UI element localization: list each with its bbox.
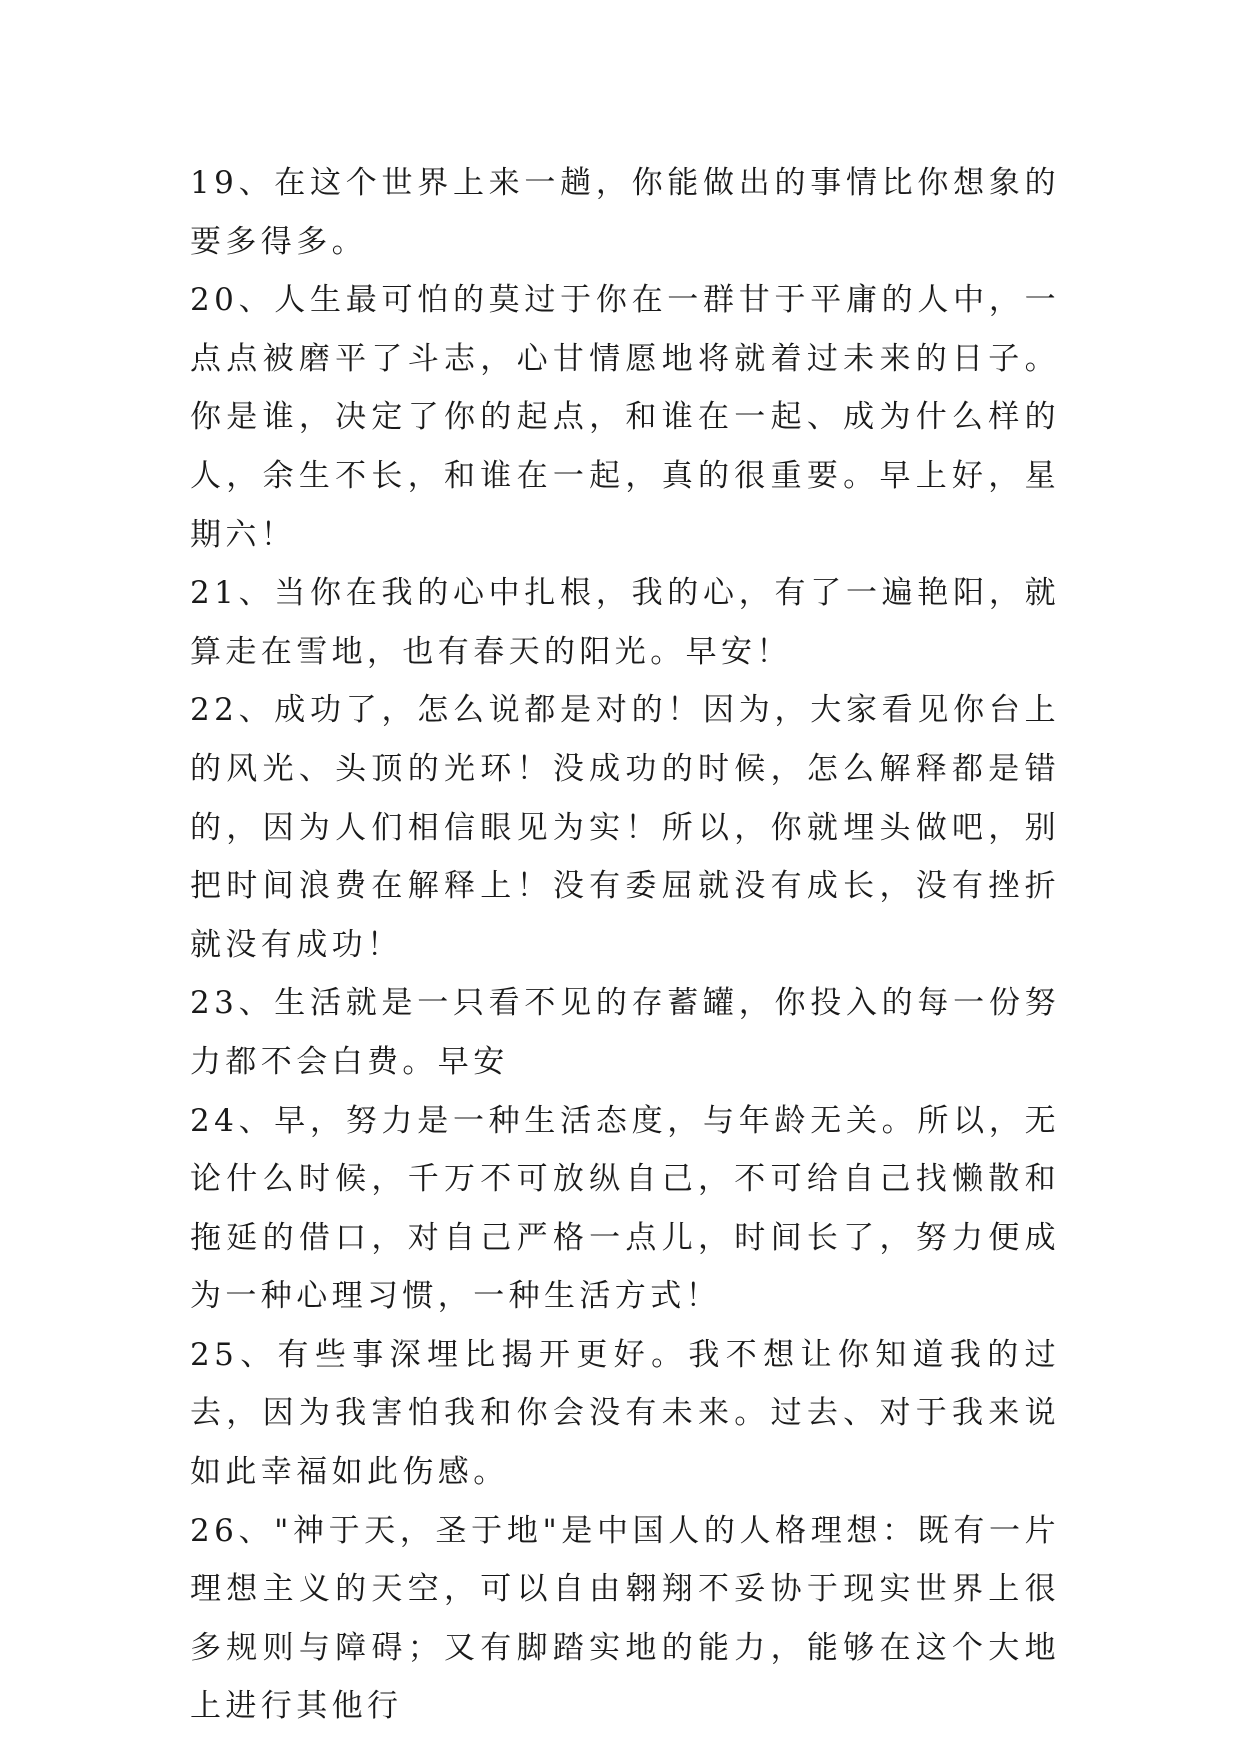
paragraph-25: 25、有些事深埋比揭开更好。我不想让你知道我的过去，因为我害怕我和你会没有未来。过去、对于我来说如此幸福如此伤感。 (190, 1336, 1060, 1491)
paragraph-19: 19、在这个世界上来一趟，你能做出的事情比你想象的要多得多。 (190, 165, 1060, 260)
paragraph-22: 22、成功了，怎么说都是对的！因为，大家看见你台上的风光、头顶的光环！没成功的时候，怎么解释都是错的，因为人们相信眼见为实！所以，你就埋头做吧，别把时间浪费在解释上！没有委屈就没有成长，没有挫折就没有成功！ (190, 692, 1060, 963)
paragraph-21: 21、当你在我的心中扎根，我的心，有了一遍艳阳，就算走在雪地，也有春天的阳光。早安！ (190, 575, 1060, 670)
paragraph-20: 20、人生最可怕的莫过于你在一群甘于平庸的人中，一点点被磨平了斗志，心甘情愿地将就着过未来的日子。你是谁，决定了你的起点，和谁在一起、成为什么样的人，余生不长，和谁在一起，真的很重要。早上好，星期六！ (190, 282, 1060, 553)
paragraph-24: 24、早，努力是一种生活态度，与年龄无关。所以，无论什么时候，千万不可放纵自己，不可给自己找懒散和拖延的借口，对自己严格一点儿，时间长了，努力便成为一种心理习惯，一种生活方式！ (190, 1102, 1060, 1315)
paragraph-23: 23、生活就是一只看不见的存蓄罐，你投入的每一份努力都不会白费。早安 (190, 985, 1060, 1080)
paragraph-26: 26、"神于天，圣于地"是中国人的人格理想：既有一片理想主义的天空，可以自由翱翔不妥协于现实世界上很多规则与障碍；又有脚踏实地的能力，能够在这个大地上进行其他行 (190, 1512, 1060, 1725)
document-body (190, 154, 1060, 1736)
